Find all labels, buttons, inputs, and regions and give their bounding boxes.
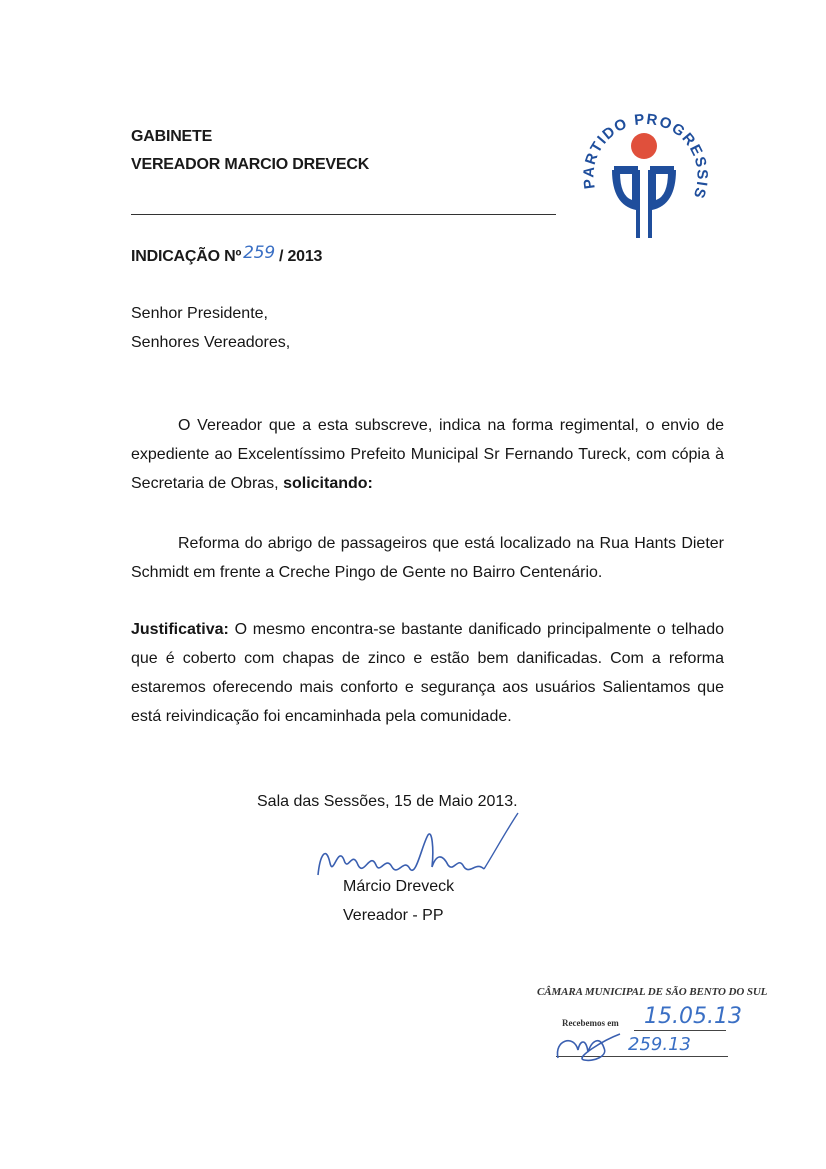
request-keyword: solicitando: bbox=[283, 475, 373, 492]
request-paragraph bbox=[131, 411, 724, 498]
place-date: Sala das Sessões, 15 de Maio 2013. bbox=[257, 793, 518, 810]
justification-label: Justificativa: bbox=[131, 621, 229, 638]
received-date: 15.05.13 bbox=[644, 1004, 742, 1029]
stamp-initials bbox=[554, 1030, 624, 1064]
request-text: O Vereador que a esta subscreve, indica na forma regimental, o envio de expediente ao Excelentíssimo Prefeito Municipal Sr Fernando Tureck, com cópia à Secretaria de Obras, bbox=[131, 417, 724, 492]
indicacao-year: / 2013 bbox=[278, 248, 323, 265]
party-logo bbox=[574, 100, 714, 240]
indicacao-prefix: INDICAÇÃO Nº bbox=[131, 248, 242, 265]
salutation-councilors: Senhores Vereadores, bbox=[131, 334, 291, 351]
justification-text: O mesmo encontra-se bastante danificado principalmente o telhado que é coberto com chapas de zinco e estão bem danificadas. Com a reforma estaremos oferecendo mais conforto e segurança aos usuários Salientamos que está reivindicação foi encaminhada pela comunidade. bbox=[131, 621, 724, 725]
received-label: Recebemos em bbox=[562, 1018, 619, 1028]
reform-paragraph: Reforma do abrigo de passageiros que está localizado na Rua Hants Dieter Schmidt em frente a Creche Pingo de Gente no Bairro Centenário. bbox=[131, 535, 724, 581]
svg-text:PARTIDO PROGRESSISTA: PARTIDO PROGRESSIS bbox=[580, 110, 711, 202]
signer-name: Márcio Dreveck bbox=[343, 878, 455, 895]
indicacao-number: 259 bbox=[243, 243, 275, 263]
justification-paragraph bbox=[131, 615, 724, 731]
councilor-title: VEREADOR MARCIO DREVECK bbox=[131, 156, 370, 173]
office-title: GABINETE bbox=[131, 128, 213, 145]
signer-role: Vereador - PP bbox=[343, 907, 444, 924]
header-divider bbox=[131, 214, 556, 215]
salutation-president: Senhor Presidente, bbox=[131, 305, 268, 322]
receipt-stamp bbox=[556, 1004, 742, 1064]
indicacao-line bbox=[131, 243, 323, 266]
receipt-stamp-title: CÂMARA MUNICIPAL DE SÃO BENTO DO SUL bbox=[537, 986, 768, 998]
protocol-number: 259.13 bbox=[628, 1034, 691, 1055]
